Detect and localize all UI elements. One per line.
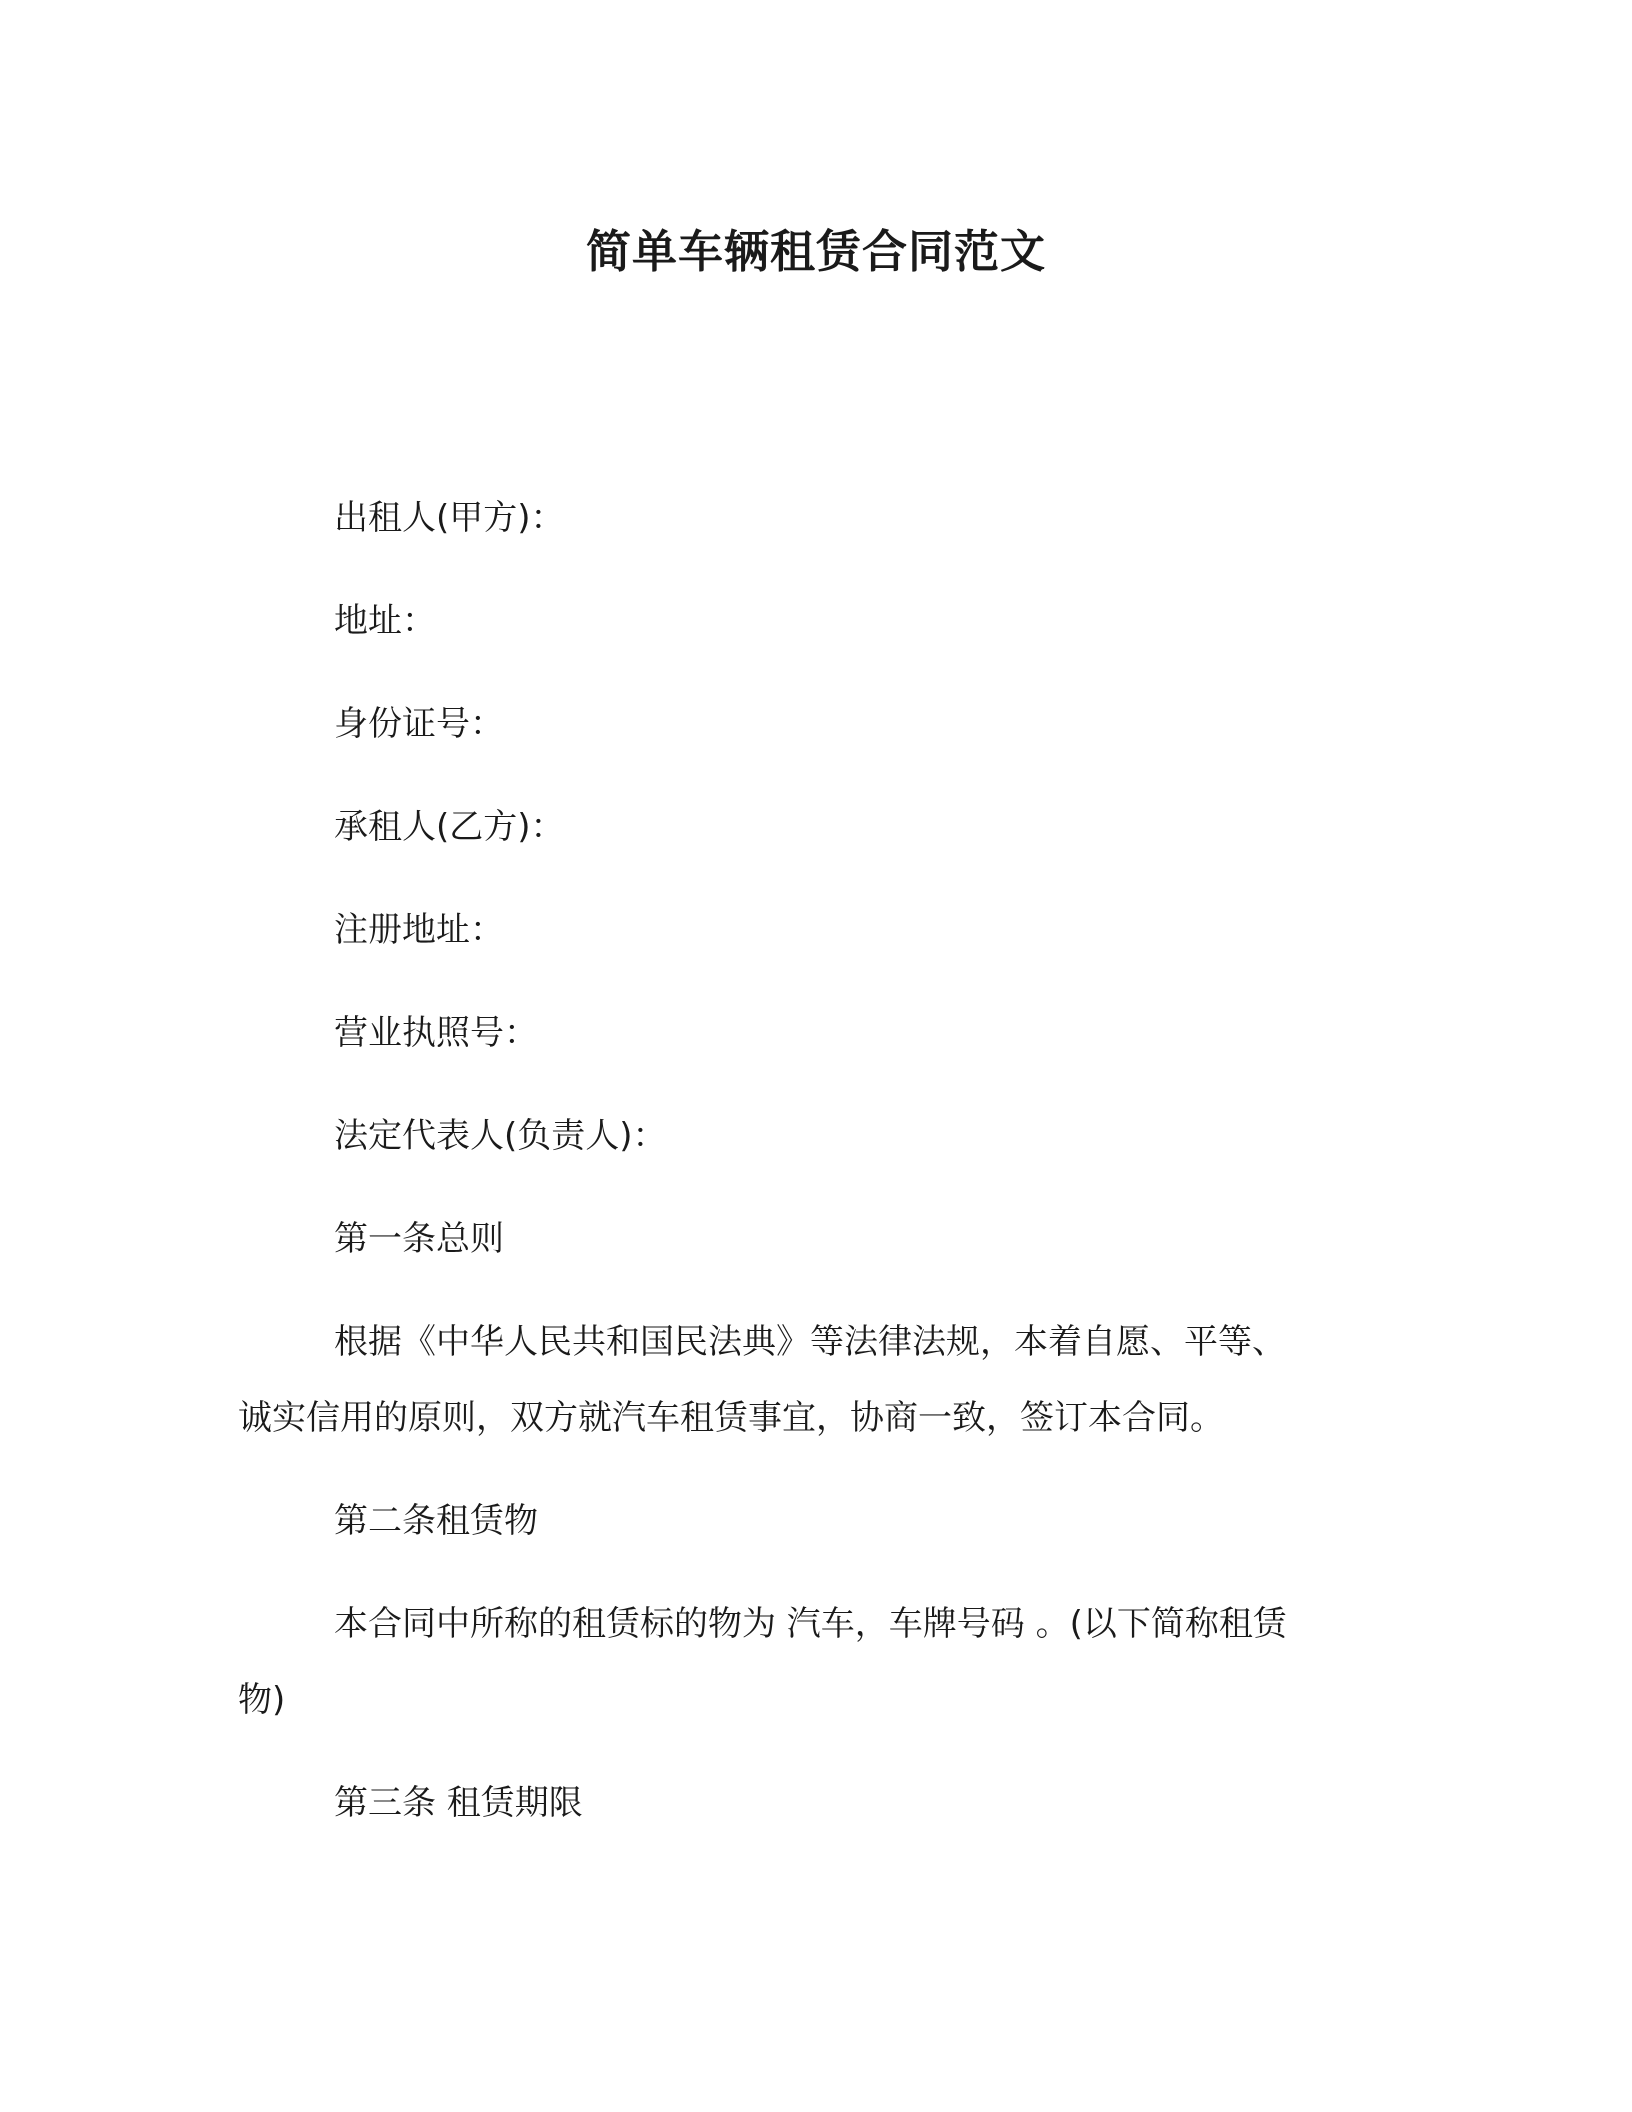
- lessee-field: 承租人(乙方)：: [334, 807, 565, 847]
- business-license-field: 营业执照号：: [334, 1013, 538, 1053]
- article2-text-line2: 物): [238, 1680, 286, 1720]
- article1-text-line2: 诚实信用的原则，双方就汽车租赁事宜，协商一致，签订本合同。: [238, 1398, 1224, 1438]
- document-title: 简单车辆租赁合同范文: [585, 225, 1046, 278]
- article2-text-line1: 本合同中所称的租赁标的物为 汽车，车牌号码 。(以下简称租赁: [334, 1604, 1287, 1644]
- article1-heading: 第一条总则: [334, 1219, 504, 1259]
- lessor-field: 出租人(甲方)：: [334, 498, 565, 538]
- article2-heading: 第二条租赁物: [334, 1501, 538, 1541]
- registered-address-field: 注册地址：: [334, 910, 504, 950]
- address-field: 地址：: [334, 601, 436, 641]
- article1-text-line1: 根据《中华人民共和国民法典》等法律法规，本着自愿、平等、: [334, 1322, 1286, 1362]
- article3-heading: 第三条 租赁期限: [334, 1783, 583, 1823]
- legal-representative-field: 法定代表人(负责人)：: [334, 1116, 667, 1156]
- id-number-field: 身份证号：: [334, 704, 504, 744]
